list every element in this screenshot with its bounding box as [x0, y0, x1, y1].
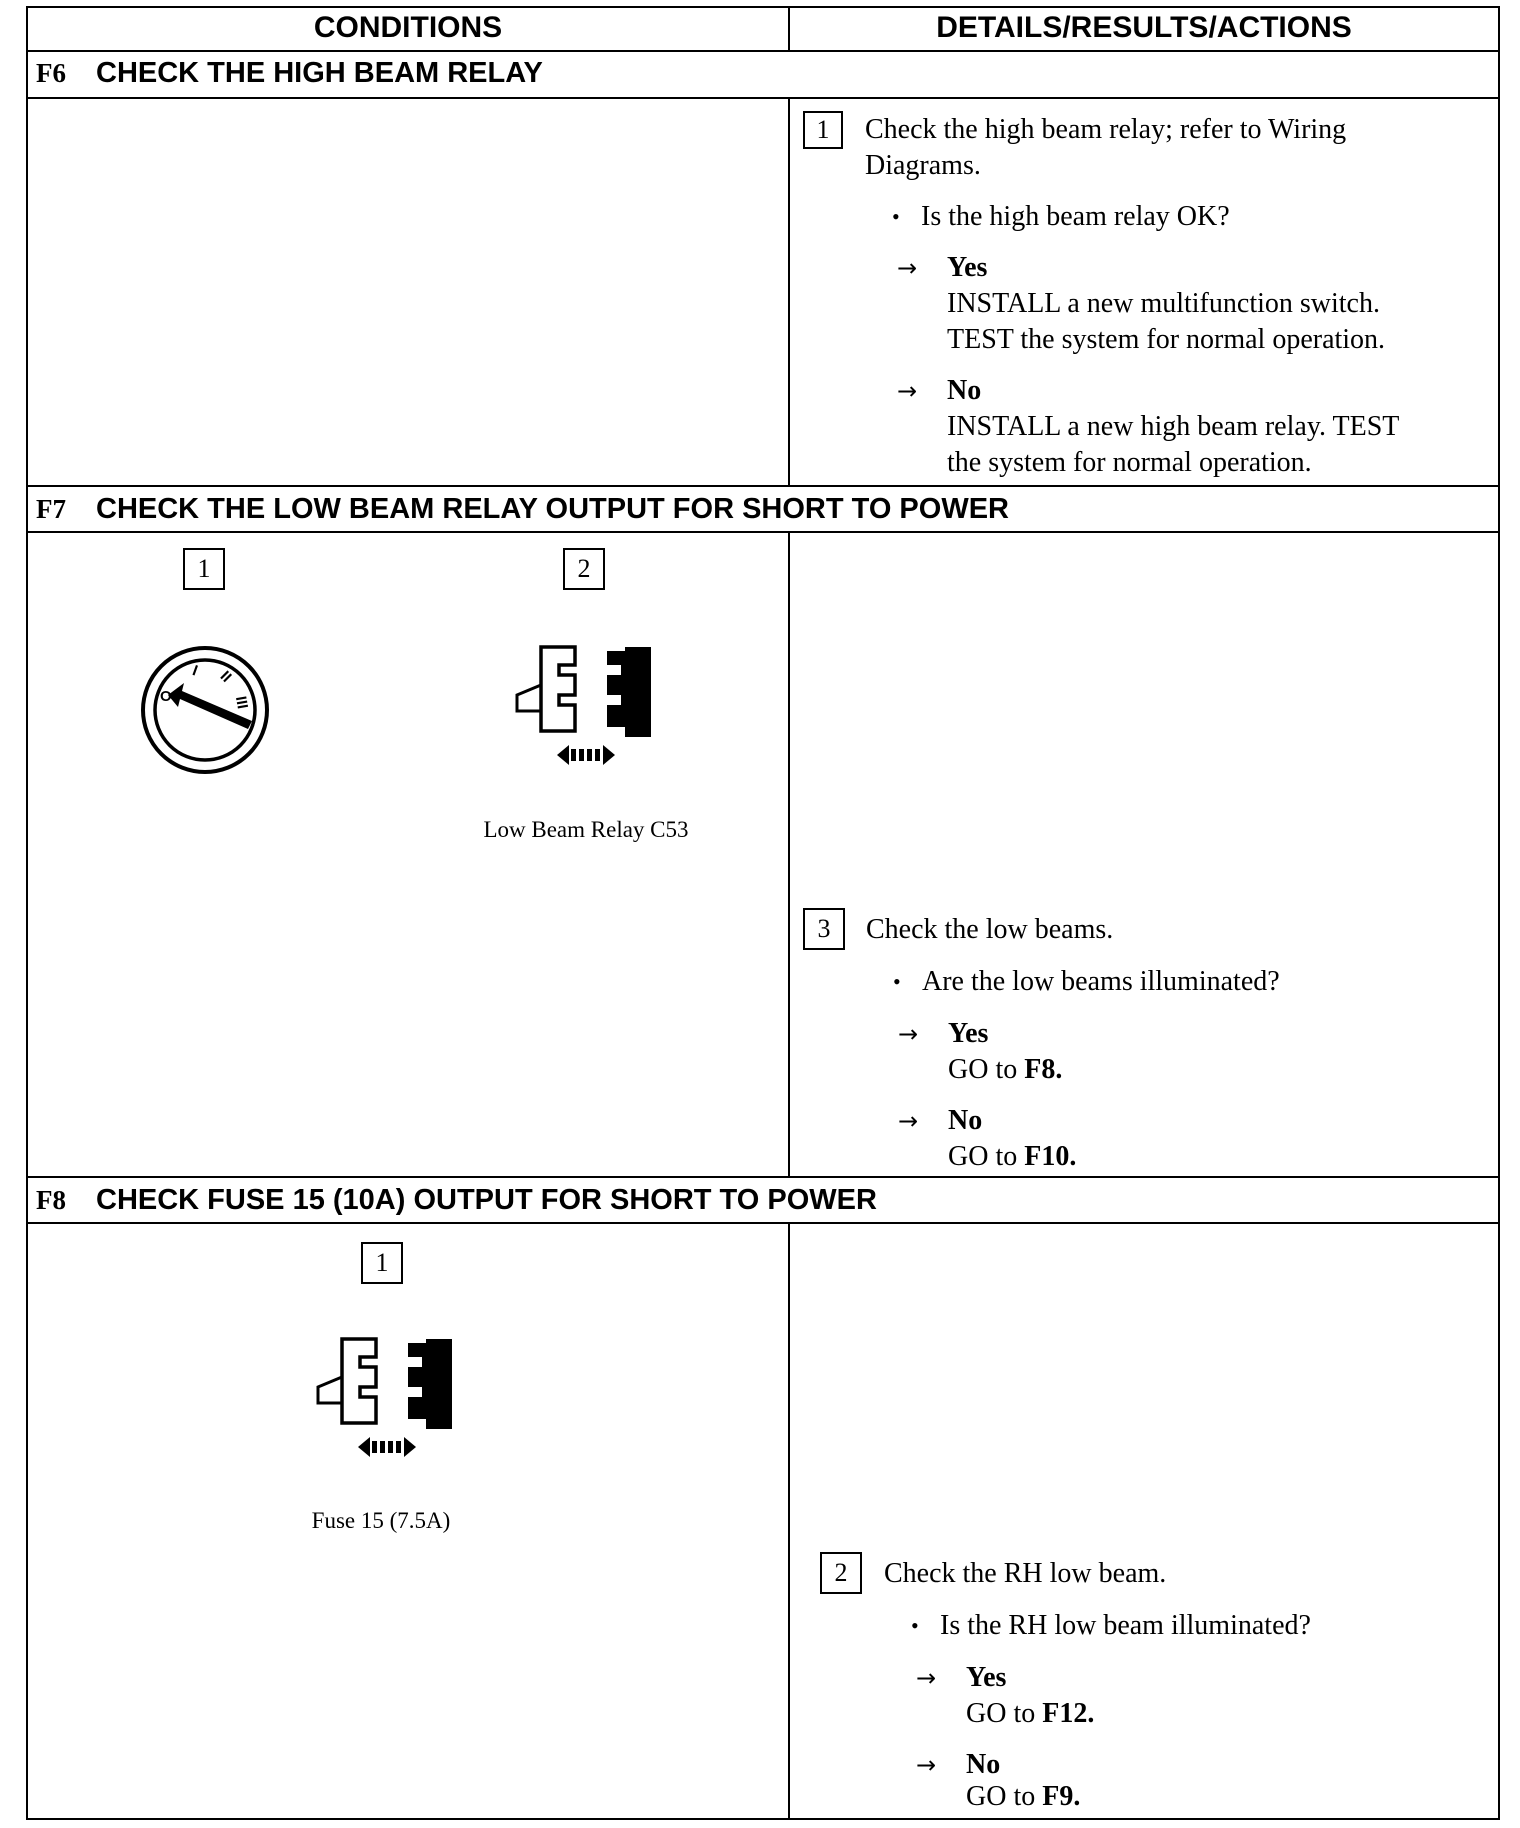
f6-section-header: [36, 51, 543, 95]
table-bottom-border: [26, 1818, 1500, 1820]
f6-no-label: No: [947, 375, 982, 406]
right-arrow-icon: →: [916, 1664, 937, 1692]
right-arrow-icon: →: [898, 1020, 919, 1048]
f7-connector-caption: Low Beam Relay C53: [483, 817, 689, 842]
f7-bullet: •: [893, 969, 901, 994]
f7-section-header: [36, 487, 1009, 531]
f7-step-2-box: 2: [563, 548, 605, 590]
f6-yes-action-line1: INSTALL a new multifunction switch.: [947, 288, 1380, 319]
f6-step-1-text-line1: Check the high beam relay; refer to Wiring: [865, 114, 1347, 145]
f6-no-action-line2: the system for normal operation.: [947, 447, 1312, 478]
f7-no-target: F10.: [1024, 1141, 1077, 1172]
disconnect-connector-icon: [316, 1337, 456, 1467]
switch-label-pos3: III: [231, 694, 251, 711]
right-arrow-icon: →: [897, 377, 918, 405]
f6-yes-action-line2: TEST the system for normal operation.: [947, 324, 1386, 355]
switch-label-off: O: [160, 688, 172, 705]
details-column-header: DETAILS/RESULTS/ACTIONS: [936, 11, 1352, 44]
table-left-border: [26, 6, 28, 1820]
table-right-border: [1498, 6, 1500, 1820]
right-arrow-icon: →: [916, 1751, 937, 1779]
f7-yes-target: F8.: [1024, 1054, 1063, 1085]
conditions-column-header: CONDITIONS: [313, 11, 503, 44]
f7-no-label: No: [948, 1105, 983, 1136]
f7-section-title: CHECK THE LOW BEAM RELAY OUTPUT FOR SHORT TO POWER: [96, 493, 1009, 525]
f8-yes-action: [966, 1696, 1094, 1732]
f8-yes-label: Yes: [966, 1662, 1007, 1693]
f7-yes-label: Yes: [948, 1018, 989, 1049]
f8-no-target: F9.: [1042, 1781, 1081, 1812]
f8-no-prefix: GO to: [966, 1781, 1036, 1812]
f7-step-3-text: Check the low beams.: [866, 914, 1114, 945]
f8-header-bottom-border: [26, 1222, 1500, 1224]
f6-yes-label: Yes: [947, 252, 988, 283]
f7-header-bottom-border: [26, 531, 1500, 533]
f8-yes-prefix: GO to: [966, 1698, 1036, 1729]
column-divider-f7: [788, 531, 790, 1178]
f8-no-action: [966, 1779, 1080, 1815]
column-divider-f8: [788, 1222, 790, 1820]
ignition-switch-icon: [140, 645, 270, 775]
f6-step-1-text-line2: Diagrams.: [865, 150, 981, 181]
switch-label-pos1: I: [190, 662, 200, 680]
f6-no-action-line1: INSTALL a new high beam relay. TEST: [947, 411, 1400, 442]
f6-step-number: F6: [36, 58, 66, 88]
f6-bullet: •: [892, 204, 900, 229]
f8-bullet: •: [911, 1613, 919, 1638]
f8-section-header: [36, 1178, 877, 1222]
disconnect-connector-icon: [515, 645, 655, 775]
column-divider-f6: [788, 97, 790, 487]
right-arrow-icon: →: [898, 1107, 919, 1135]
switch-label-pos2: II: [216, 667, 235, 686]
f7-question: Are the low beams illuminated?: [922, 966, 1280, 997]
f7-yes-action: [948, 1052, 1062, 1088]
f8-step-2-text: Check the RH low beam.: [884, 1558, 1167, 1589]
f7-step-3-box: 3: [803, 908, 845, 950]
f8-yes-target: F12.: [1042, 1698, 1095, 1729]
f8-step-1-box: 1: [361, 1242, 403, 1284]
f8-connector-caption: Fuse 15 (7.5A): [311, 1508, 451, 1533]
f6-step-1-box: 1: [803, 111, 843, 149]
f8-question: Is the RH low beam illuminated?: [940, 1610, 1311, 1641]
right-arrow-icon: →: [897, 254, 918, 282]
f7-no-prefix: GO to: [948, 1141, 1018, 1172]
f7-no-action: [948, 1139, 1076, 1175]
f7-step-number: F7: [36, 494, 66, 524]
f8-no-label: No: [966, 1749, 1001, 1780]
f7-yes-prefix: GO to: [948, 1054, 1018, 1085]
f8-section-title: CHECK FUSE 15 (10A) OUTPUT FOR SHORT TO POWER: [96, 1184, 877, 1216]
f8-step-number: F8: [36, 1185, 66, 1215]
f7-step-1-box: 1: [183, 548, 225, 590]
f6-question: Is the high beam relay OK?: [921, 201, 1230, 232]
f6-section-title: CHECK THE HIGH BEAM RELAY: [96, 57, 543, 89]
f6-header-bottom-border: [26, 97, 1500, 99]
f8-step-2-box: 2: [820, 1552, 862, 1594]
